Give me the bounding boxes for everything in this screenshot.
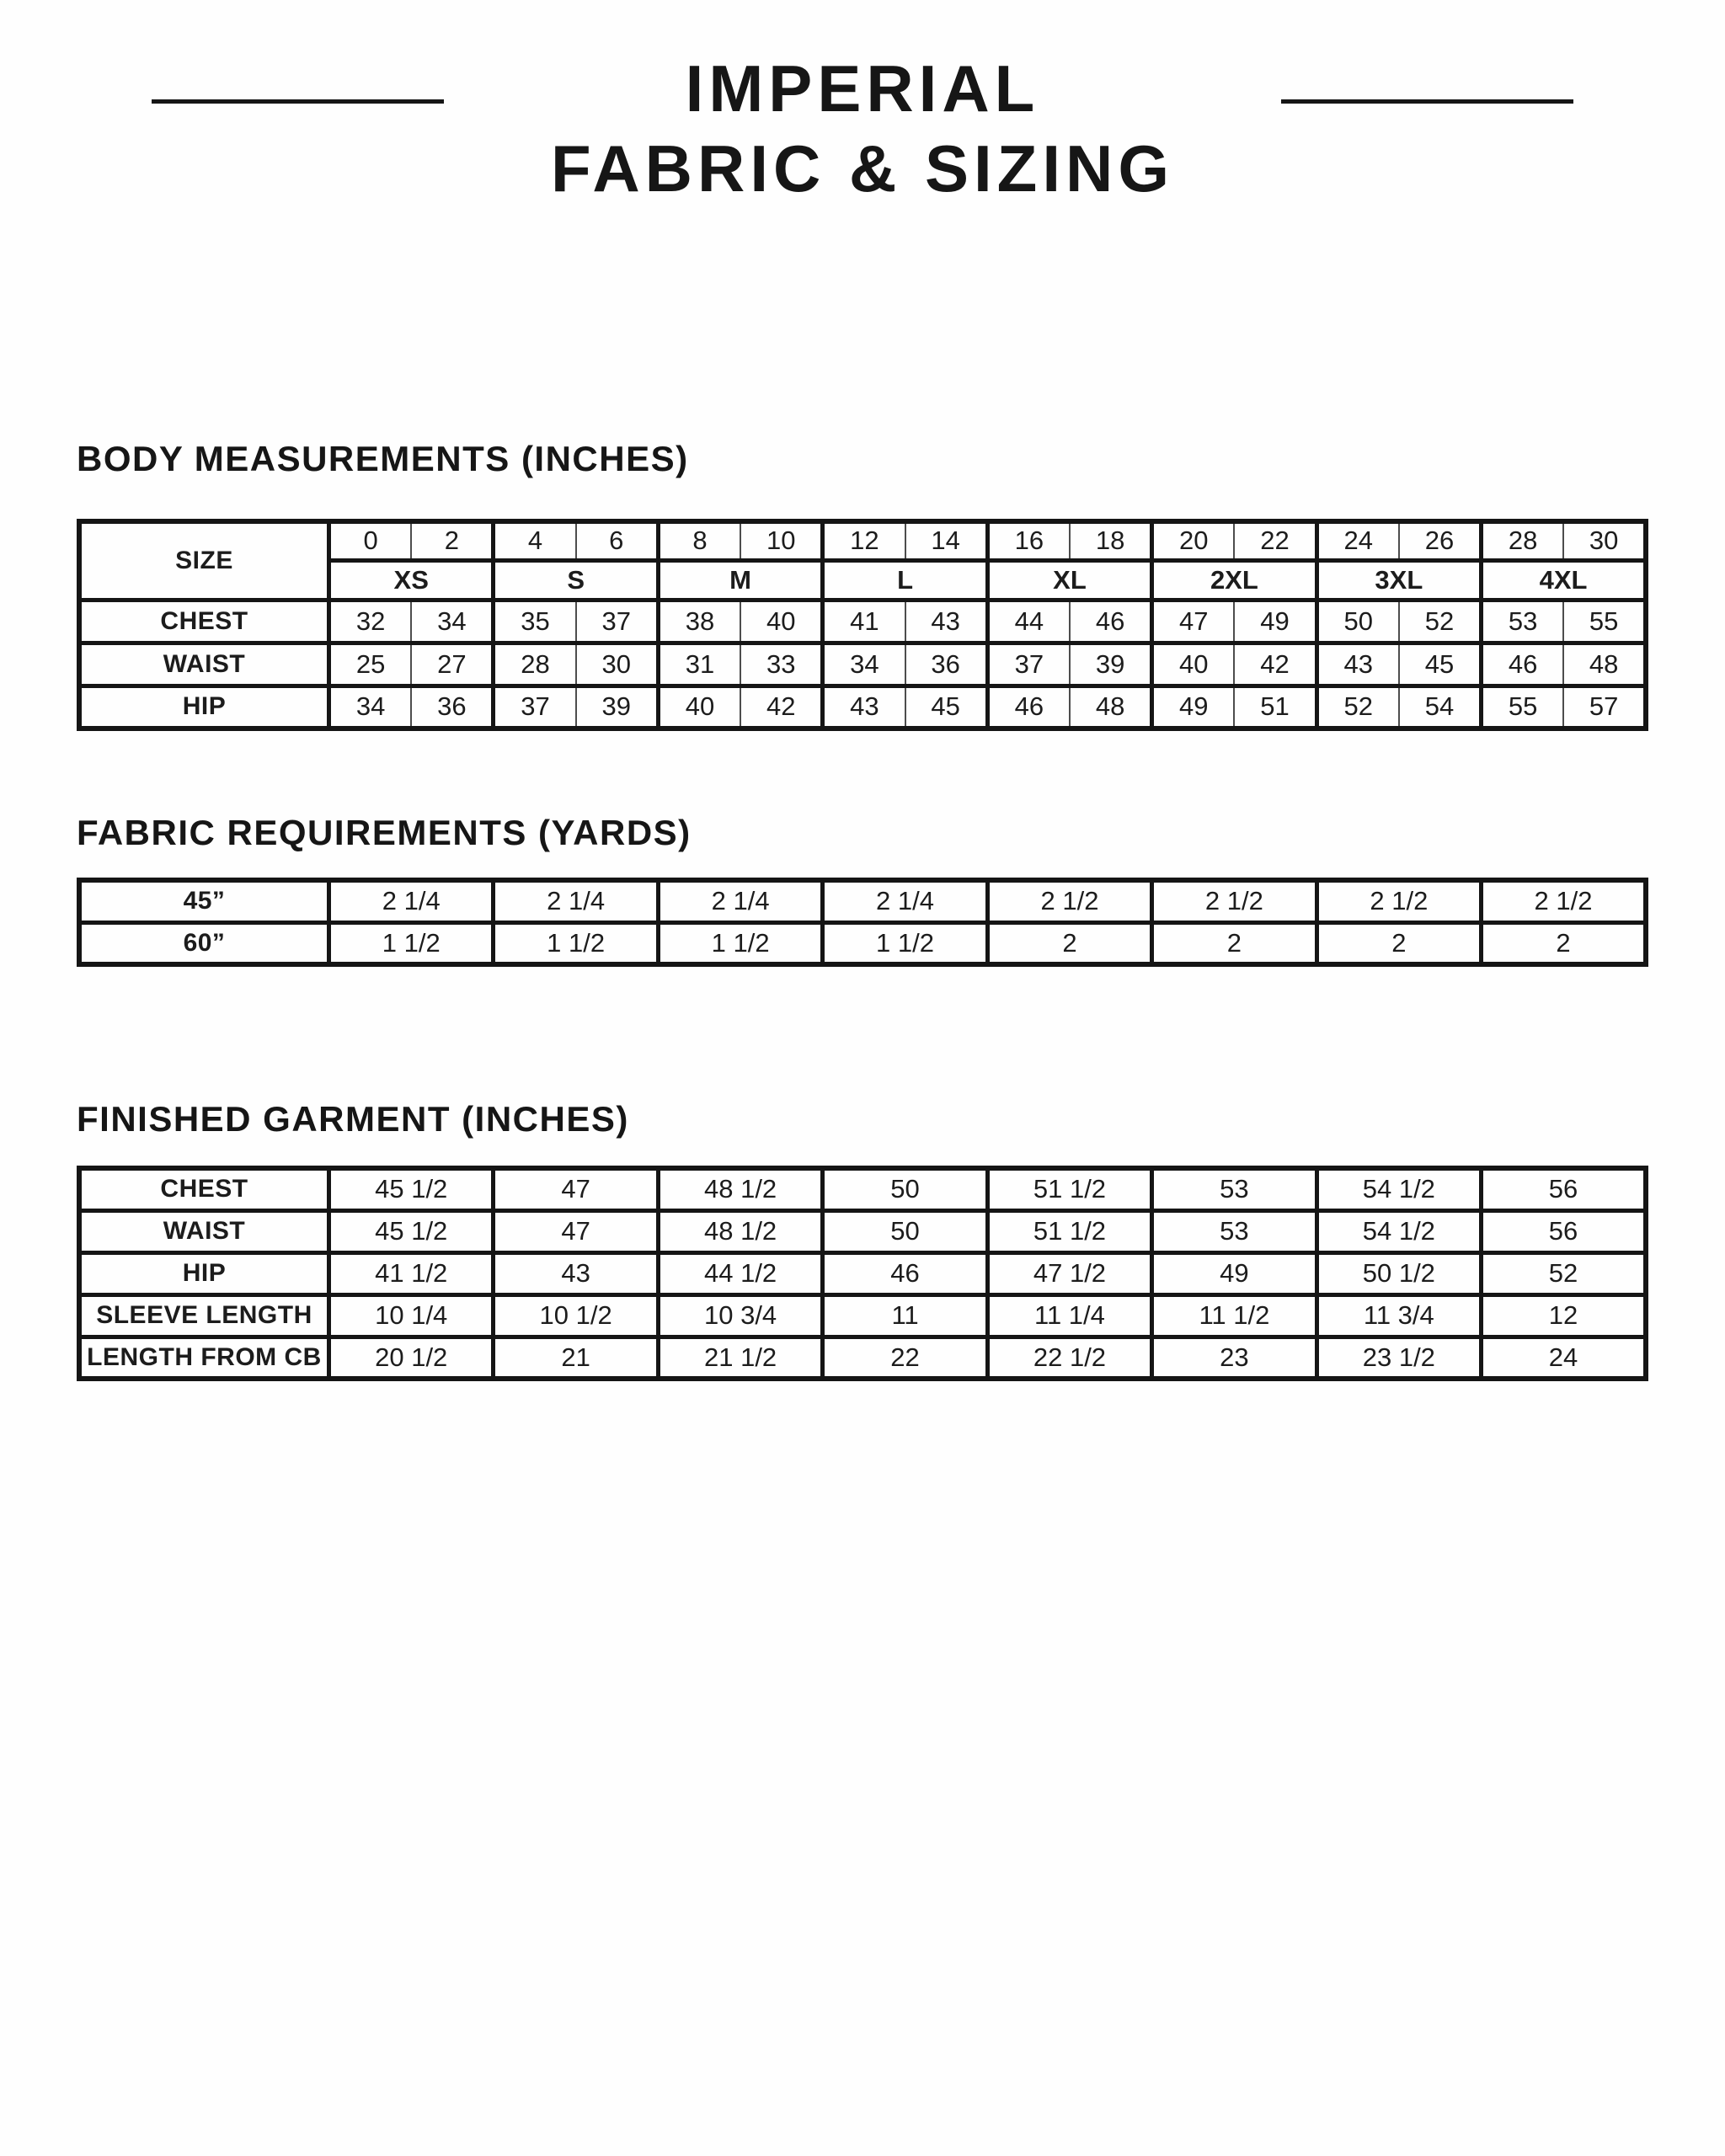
numeric-size-cell: 24	[1316, 521, 1399, 560]
row-label-cell: LENGTH FROM CB	[79, 1337, 329, 1379]
measurement-cell: 48	[1563, 643, 1646, 686]
measurement-cell: 46	[1482, 643, 1564, 686]
value-cell: 50	[823, 1168, 987, 1210]
measurement-cell: 35	[494, 600, 576, 643]
value-cell: 11 3/4	[1316, 1294, 1481, 1337]
measurement-cell: 42	[1234, 643, 1316, 686]
value-cell: 52	[1482, 1252, 1646, 1294]
measurement-cell: 52	[1399, 600, 1482, 643]
section-heading-fabric-requirements: FABRIC REQUIREMENTS (YARDS)	[77, 813, 692, 852]
numeric-size-cell: 12	[823, 521, 905, 560]
value-cell: 45 1/2	[329, 1210, 494, 1252]
section-heading-body-measurements: BODY MEASUREMENTS (INCHES)	[77, 439, 689, 478]
measurement-cell: 50	[1316, 600, 1399, 643]
value-cell: 23 1/2	[1316, 1337, 1481, 1379]
value-cell: 11 1/4	[987, 1294, 1151, 1337]
measurement-cell: 43	[905, 600, 988, 643]
numeric-size-cell: 8	[658, 521, 740, 560]
value-cell: 2 1/2	[987, 880, 1151, 922]
finished-garment-table	[77, 1166, 1648, 1381]
row-label-cell: WAIST	[79, 1210, 329, 1252]
measurement-cell: 36	[411, 686, 494, 728]
measurement-cell: 46	[987, 686, 1070, 728]
value-cell: 1 1/2	[823, 922, 987, 964]
measurement-row	[79, 686, 1646, 728]
letter-size-cell: 2XL	[1152, 560, 1316, 600]
value-cell: 56	[1482, 1168, 1646, 1210]
value-cell: 49	[1152, 1252, 1316, 1294]
letter-size-cell: XS	[329, 560, 494, 600]
measurement-cell: 51	[1234, 686, 1316, 728]
measurement-cell: 40	[740, 600, 823, 643]
measurement-cell: 36	[905, 643, 988, 686]
measurement-cell: 37	[576, 600, 659, 643]
value-cell: 50	[823, 1210, 987, 1252]
row-label-cell: HIP	[79, 686, 329, 728]
measurement-cell: 28	[494, 643, 576, 686]
value-cell: 23	[1152, 1337, 1316, 1379]
value-cell: 10 3/4	[658, 1294, 822, 1337]
value-cell: 47	[494, 1210, 658, 1252]
value-cell: 12	[1482, 1294, 1646, 1337]
letter-size-cell: XL	[987, 560, 1151, 600]
table-row	[79, 922, 1646, 964]
numeric-size-cell: 20	[1152, 521, 1235, 560]
table-row	[79, 880, 1646, 922]
value-cell: 1 1/2	[658, 922, 822, 964]
measurement-cell: 47	[1152, 600, 1235, 643]
value-cell: 21 1/2	[658, 1337, 822, 1379]
value-cell: 47 1/2	[987, 1252, 1151, 1294]
value-cell: 2	[987, 922, 1151, 964]
measurement-cell: 34	[329, 686, 412, 728]
measurement-cell: 49	[1234, 600, 1316, 643]
value-cell: 41 1/2	[329, 1252, 494, 1294]
row-label-cell: 45”	[79, 880, 329, 922]
row-label-cell: CHEST	[79, 1168, 329, 1210]
value-cell: 21	[494, 1337, 658, 1379]
numeric-size-cell: 26	[1399, 521, 1482, 560]
value-cell: 22	[823, 1337, 987, 1379]
measurement-cell: 34	[411, 600, 494, 643]
numeric-size-cell: 16	[987, 521, 1070, 560]
letter-size-cell: S	[494, 560, 658, 600]
measurement-cell: 38	[658, 600, 740, 643]
measurement-cell: 45	[1399, 643, 1482, 686]
numeric-size-row	[79, 521, 1646, 560]
value-cell: 20 1/2	[329, 1337, 494, 1379]
value-cell: 53	[1152, 1210, 1316, 1252]
value-cell: 50 1/2	[1316, 1252, 1481, 1294]
value-cell: 51 1/2	[987, 1210, 1151, 1252]
table-row	[79, 1168, 1646, 1210]
value-cell: 11	[823, 1294, 987, 1337]
value-cell: 51 1/2	[987, 1168, 1151, 1210]
numeric-size-cell: 18	[1070, 521, 1152, 560]
table-row	[79, 1337, 1646, 1379]
measurement-cell: 45	[905, 686, 988, 728]
value-cell: 1 1/2	[494, 922, 658, 964]
numeric-size-cell: 4	[494, 521, 576, 560]
value-cell: 53	[1152, 1168, 1316, 1210]
measurement-cell: 39	[1070, 643, 1152, 686]
value-cell: 2 1/4	[329, 880, 494, 922]
value-cell: 45 1/2	[329, 1168, 494, 1210]
measurement-cell: 34	[823, 643, 905, 686]
value-cell: 46	[823, 1252, 987, 1294]
numeric-size-cell: 10	[740, 521, 823, 560]
value-cell: 54 1/2	[1316, 1168, 1481, 1210]
table-row	[79, 1252, 1646, 1294]
measurement-cell: 40	[658, 686, 740, 728]
size-row-label: SIZE	[79, 521, 329, 600]
numeric-size-cell: 14	[905, 521, 988, 560]
fabric-requirements-table	[77, 878, 1648, 967]
measurement-cell: 55	[1563, 600, 1646, 643]
numeric-size-cell: 6	[576, 521, 659, 560]
measurement-cell: 25	[329, 643, 412, 686]
value-cell: 1 1/2	[329, 922, 494, 964]
page-title-line1: IMPERIAL	[685, 51, 1040, 125]
letter-size-cell: 3XL	[1316, 560, 1481, 600]
measurement-cell: 57	[1563, 686, 1646, 728]
value-cell: 24	[1482, 1337, 1646, 1379]
value-cell: 43	[494, 1252, 658, 1294]
measurement-cell: 32	[329, 600, 412, 643]
table-row	[79, 1294, 1646, 1337]
measurement-cell: 39	[576, 686, 659, 728]
value-cell: 2 1/4	[494, 880, 658, 922]
value-cell: 48 1/2	[658, 1210, 822, 1252]
letter-size-cell: 4XL	[1482, 560, 1646, 600]
row-label-cell: HIP	[79, 1252, 329, 1294]
measurement-cell: 40	[1152, 643, 1235, 686]
row-label-cell: 60”	[79, 922, 329, 964]
value-cell: 2	[1152, 922, 1316, 964]
page-title-line2: FABRIC & SIZING	[550, 131, 1174, 205]
title-rule-right	[1281, 99, 1573, 104]
section-heading-finished-garment: FINISHED GARMENT (INCHES)	[77, 1099, 629, 1139]
table-row	[79, 1210, 1646, 1252]
value-cell: 2	[1482, 922, 1646, 964]
measurement-cell: 37	[987, 643, 1070, 686]
value-cell: 10 1/2	[494, 1294, 658, 1337]
measurement-cell: 55	[1482, 686, 1564, 728]
row-label-cell: WAIST	[79, 643, 329, 686]
measurement-cell: 54	[1399, 686, 1482, 728]
value-cell: 2 1/2	[1482, 880, 1646, 922]
row-label-cell: SLEEVE LENGTH	[79, 1294, 329, 1337]
title-rule-left	[152, 99, 444, 104]
value-cell: 54 1/2	[1316, 1210, 1481, 1252]
measurement-cell: 42	[740, 686, 823, 728]
measurement-cell: 41	[823, 600, 905, 643]
measurement-cell: 53	[1482, 600, 1564, 643]
value-cell: 47	[494, 1168, 658, 1210]
measurement-row	[79, 600, 1646, 643]
body-measurements-table	[77, 519, 1648, 731]
numeric-size-cell: 0	[329, 521, 412, 560]
value-cell: 2	[1316, 922, 1481, 964]
measurement-cell: 44	[987, 600, 1070, 643]
numeric-size-cell: 28	[1482, 521, 1564, 560]
letter-size-cell: L	[823, 560, 987, 600]
value-cell: 2 1/4	[658, 880, 822, 922]
measurement-cell: 43	[823, 686, 905, 728]
measurement-cell: 52	[1316, 686, 1399, 728]
value-cell: 2 1/4	[823, 880, 987, 922]
value-cell: 10 1/4	[329, 1294, 494, 1337]
value-cell: 2 1/2	[1152, 880, 1316, 922]
measurement-cell: 31	[658, 643, 740, 686]
measurement-cell: 49	[1152, 686, 1235, 728]
value-cell: 48 1/2	[658, 1168, 822, 1210]
measurement-cell: 46	[1070, 600, 1152, 643]
numeric-size-cell: 30	[1563, 521, 1646, 560]
numeric-size-cell: 22	[1234, 521, 1316, 560]
measurement-cell: 48	[1070, 686, 1152, 728]
letter-size-cell: M	[658, 560, 822, 600]
measurement-cell: 30	[576, 643, 659, 686]
title-block	[0, 0, 1725, 209]
measurement-cell: 37	[494, 686, 576, 728]
value-cell: 2 1/2	[1316, 880, 1481, 922]
value-cell: 22 1/2	[987, 1337, 1151, 1379]
row-label-cell: CHEST	[79, 600, 329, 643]
value-cell: 56	[1482, 1210, 1646, 1252]
numeric-size-cell: 2	[411, 521, 494, 560]
measurement-cell: 33	[740, 643, 823, 686]
measurement-cell: 43	[1316, 643, 1399, 686]
measurement-cell: 27	[411, 643, 494, 686]
measurement-row	[79, 643, 1646, 686]
value-cell: 11 1/2	[1152, 1294, 1316, 1337]
value-cell: 44 1/2	[658, 1252, 822, 1294]
